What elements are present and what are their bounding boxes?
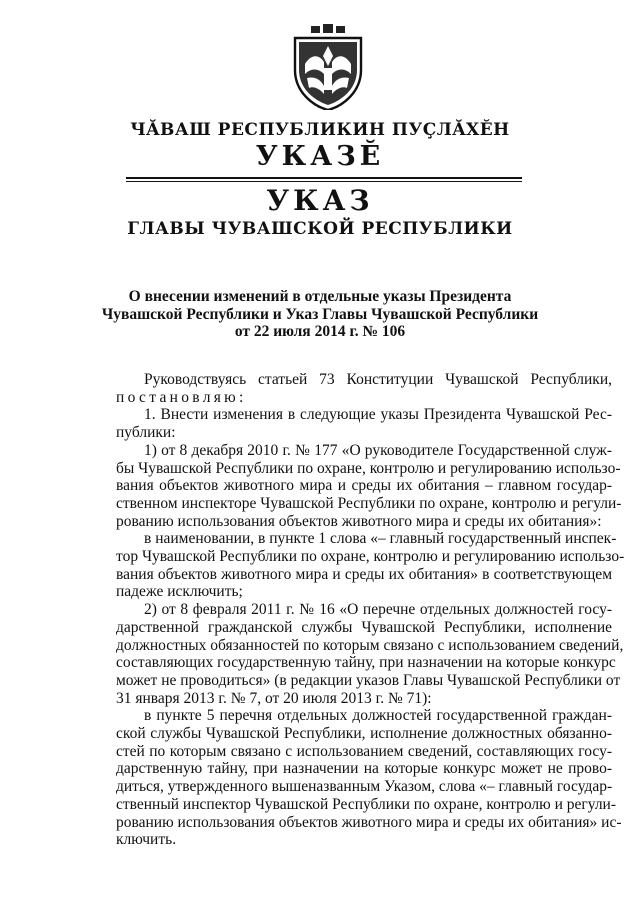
body-text-line: может не проводиться» (в редакции указов Главы Чувашской Республики от xyxy=(116,671,621,689)
body-text-line: 1) от 8 декабря 2010 г. № 177 «О руководителе Государственной служ- xyxy=(144,441,612,459)
russian-header-line: ГЛАВЫ ЧУВАШСКОЙ РЕСПУБЛИКИ xyxy=(127,219,513,239)
body-text-line: вания объектов животного мира и среды их обитания» в соответствующем xyxy=(116,565,612,583)
body-text-line: диться, утвержденного вышеназванным Указом, слова «– главный государ- xyxy=(116,778,613,796)
coat-of-arms-emblem-icon xyxy=(291,24,365,110)
document-title-line: О внесении изменений в отдельные указы Президента xyxy=(128,288,512,305)
header-divider-thick xyxy=(126,177,522,179)
body-text-line: дарственную тайну, при назначении на которые конкурс может не прово- xyxy=(116,760,612,778)
body-text-line: ственный инспектор Чувашской Республики по охране, контролю и регули- xyxy=(116,795,617,813)
chuvash-header-line: ЧĂВАШ РЕСПУБЛИКИН ПУÇЛĂХĔН xyxy=(130,120,510,140)
body-text-line: дарственной гражданской службы Чувашской Республики, исполнение xyxy=(116,618,612,636)
body-text-line: стей по которым связано с использованием сведений, составляющих госу- xyxy=(116,742,612,760)
document-title xyxy=(100,288,540,341)
russian-decree-title: УКАЗ xyxy=(266,184,374,217)
document-body xyxy=(116,371,625,849)
body-text-line: тор Чувашской Республики по охране, контролю и регулированию использо- xyxy=(116,548,625,566)
body-text-line: в наименовании, в пункте 1 слова «– главный государственный инспек- xyxy=(144,530,617,548)
body-text-line: Руководствуясь статьей 73 Конституции Чувашской Республики, xyxy=(144,371,612,388)
body-text-line: составляющих государственную тайну, при назначении на которые конкурс xyxy=(116,654,616,672)
body-text-line: ской службы Чувашской Республики, исполнение должностных обязанно- xyxy=(116,725,612,743)
body-text-line: публики: xyxy=(116,424,176,442)
body-text-line: 1. Внести изменения в следующие указы Президента Чувашской Рес- xyxy=(144,406,612,424)
header-divider-thin xyxy=(126,181,522,182)
body-text-line: рованию использования объектов животного мира и среды их обитания»: xyxy=(116,512,602,530)
body-text-line: постановляю: xyxy=(116,388,247,406)
body-text-line: бы Чувашской Республики по охране, контролю и регулированию использо- xyxy=(116,459,621,477)
body-text-line: вания объектов животного мира и среды их обитания – главном государ- xyxy=(116,477,612,495)
body-text-line: падеже исключить; xyxy=(116,583,243,601)
body-text-line: рованию использования объектов животного мира и среды их обитания» ис- xyxy=(116,813,622,831)
body-text-line: ственном инспекторе Чувашской Республики по охране, контролю и регули- xyxy=(116,494,622,512)
document-title-line: Чувашской Республики и Указ Главы Чувашской Республики xyxy=(101,305,539,323)
body-text-line: должностных обязанностей по которым связано с использованием сведений, xyxy=(116,636,624,654)
body-text-line: 2) от 8 февраля 2011 г. № 16 «О перечне отдельных должностей госу- xyxy=(144,601,612,619)
chuvash-decree-title: УКАЗĔ xyxy=(255,141,385,172)
document-title-line: от 22 июля 2014 г. № 106 xyxy=(234,323,406,340)
body-text-line: 31 января 2013 г. № 7, от 20 июля 2013 г. № 71): xyxy=(116,689,432,707)
body-text-line: в пункте 5 перечня отдельных должностей государственной граждан- xyxy=(144,707,612,725)
body-text-line: ключить. xyxy=(116,831,177,849)
